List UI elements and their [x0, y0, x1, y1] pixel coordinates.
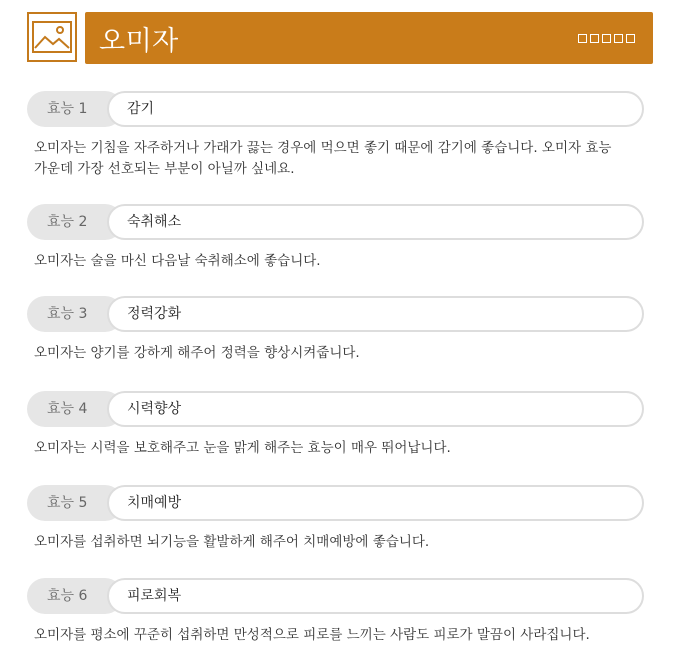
effect-description: 오미자는 술을 마신 다음날 숙취해소에 좋습니다.	[34, 253, 321, 269]
header	[27, 12, 653, 64]
effect-item	[27, 578, 644, 646]
effect-header	[27, 204, 644, 240]
effect-description: 오미자는 기침을 자주하거나 가래가 끓는 경우에 먹으면 좋기 때문에 감기에 좋습니다. 오미자 효능 가운데 가장 선호되는 부분이 아닐까 싶네요.	[34, 140, 612, 177]
effect-label: 효능 4	[27, 391, 123, 427]
effect-header	[27, 485, 644, 521]
effect-item	[27, 296, 644, 364]
page-title: 오미자	[99, 25, 179, 57]
effect-name: 정력강화	[107, 296, 644, 332]
effect-label: 효능 3	[27, 296, 123, 332]
square-icon	[626, 34, 635, 43]
effect-label: 효능 1	[27, 91, 123, 127]
effect-name: 감기	[107, 91, 644, 127]
effect-item	[27, 485, 644, 553]
effect-item	[27, 391, 644, 459]
effect-label: 효능 5	[27, 485, 123, 521]
effect-description: 오미자를 섭취하면 뇌기능을 활발하게 해주어 치매예방에 좋습니다.	[34, 534, 430, 550]
effect-label: 효능 2	[27, 204, 123, 240]
square-icon	[614, 34, 623, 43]
effect-description: 오미자는 양기를 강하게 해주어 정력을 향상시켜줍니다.	[34, 345, 360, 361]
square-icon	[590, 34, 599, 43]
effect-name: 치매예방	[107, 485, 644, 521]
effect-name: 시력향상	[107, 391, 644, 427]
effect-item	[27, 204, 644, 272]
effect-header	[27, 578, 644, 614]
effect-description: 오미자는 시력을 보호해주고 눈을 맑게 해주는 효능이 매우 뛰어납니다.	[34, 440, 451, 456]
image-icon	[27, 12, 77, 62]
square-icon	[602, 34, 611, 43]
effect-header	[27, 91, 644, 127]
effect-header	[27, 296, 644, 332]
square-icon	[578, 34, 587, 43]
effect-label: 효능 6	[27, 578, 123, 614]
title-bar	[85, 12, 653, 64]
effect-name: 숙취해소	[107, 204, 644, 240]
effect-description: 오미자를 평소에 꾸준히 섭취하면 만성적으로 피로를 느끼는 사람도 피로가 말끔이 사라집니다.	[34, 627, 590, 643]
effect-name: 피로회복	[107, 578, 644, 614]
decorative-squares	[576, 34, 635, 43]
effect-header	[27, 391, 644, 427]
effect-item	[27, 91, 644, 180]
